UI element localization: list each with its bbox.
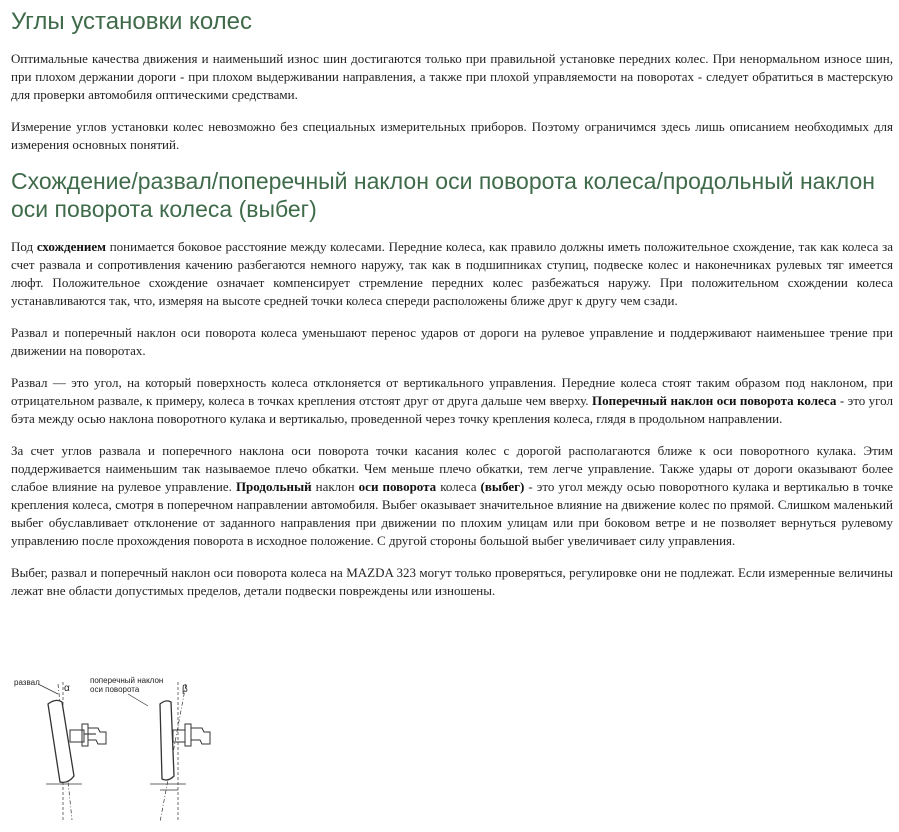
camber-kpi-paragraph: Развал и поперечный наклон оси поворота колеса уменьшают перенос ударов от дороги на рулевое управление и поддерживают наименьшее трение при движении на поворотах.: [11, 325, 893, 358]
camber-label: развал: [14, 678, 40, 687]
text-run: За счет углов развала и поперечного наклона оси поворота точки касания колес с дорогой располагаются ближе к оси поворотного кулака. Этим поддерживается наименьшим так называемое плечо обкатки. Чем меньше плечо обкатки, тем легче управление. Также удары от дороги оказывают более слабое влияние на рулевое управление.: [11, 443, 893, 494]
diagram-drawing: [10, 672, 220, 832]
kpi-label-leader: [128, 694, 148, 706]
term-longitudinal: Продольный: [235, 479, 312, 494]
text-run: - это угол между осью поворотного кулака и вертикалью в точке крепления колеса, смотря в поперечном направлении автомобиля. Выбег оказывает значительное влияние на движение колес по прямой. Слишком маленький выбег обуславливает отклонение от заданного направления при движении по плохим улицам или при боковом ветре и не позволяет вернуться рулевому управлению после прохождения поворота в исходное положение. С другой стороны большой выбег увеличивает силу управления.: [11, 479, 894, 548]
mazda-paragraph: Выбег, развал и поперечный наклон оси поворота колеса на MAZDA 323 могут только проверяться, регулировке они не подлежат. Если измеренные величины лежат вне области допустимых пределов, детали подвески повреждены или изношены.: [11, 565, 893, 598]
text-run: колеса: [436, 479, 481, 494]
kpi-suspension-arm: [191, 728, 210, 744]
term-axis: оси поворота: [358, 479, 437, 494]
kpi-label-line1: поперечный наклон: [90, 676, 164, 685]
camber-definition-paragraph: [11, 374, 893, 428]
wheel-alignment-diagram: [10, 672, 220, 832]
kpi-hub: [173, 730, 185, 742]
text-run: - это угол бэта между осью наклона поворотного кулака и вертикалью, проведенной через точку крепления колеса, глядя в продольном направлении.: [11, 393, 893, 426]
camber-suspension-arm: [88, 728, 106, 744]
camber-label-leader: [38, 684, 58, 694]
text-run: Под: [11, 239, 37, 254]
caster-paragraph: [11, 442, 893, 550]
camber-bracket: [82, 724, 88, 746]
section-heading: Схождение/развал/поперечный наклон оси поворота колеса/продольный наклон оси поворота колеса (выбег): [11, 168, 875, 222]
text-run: понимается боковое расстояние между колесами. Передние колеса, как правило должны иметь положительное схождение, так как колеса за счет развала и сопротивления качению разбегаются немного наружу, так как в подшипниках ступиц, подвеске колес и наконечниках рулевых тяг имеется люфт. Положительное схождение означает компенсирует стремление передних колес разбежаться наружу. При положительном схождении колеса устанавливаются так, что, измеряя на высоте средней точки колеса спереди расположены ближе друг к другу чем сзади.: [11, 239, 893, 308]
intro-paragraph-2: Измерение углов установки колес невозможно без специальных измерительных приборов. Поэтому ограничимся здесь лишь описанием необходимых для измерения основных понятий.: [11, 119, 893, 152]
text-run: Развал — это угол, на который поверхность колеса отклоняется от вертикального управления. Передние колеса стоят таким образом под наклоном, при отрицательном развале, к примеру, колеса в точках крепления отстоят друг от друга дальше чем вверху.: [11, 375, 893, 408]
kpi-wheel: [160, 701, 174, 780]
term-caster: (выбег): [480, 479, 525, 494]
kpi-label-line2: оси поворота: [90, 685, 140, 694]
text-run: наклон: [311, 479, 359, 494]
term-kpi: Поперечный наклон оси поворота колеса: [592, 393, 837, 408]
term-toe: схождением: [36, 239, 106, 254]
article: [11, 0, 893, 600]
page-title: Углы установки колес: [11, 8, 252, 35]
kpi-bracket: [185, 724, 191, 746]
beta-symbol: β: [182, 684, 188, 695]
toe-paragraph: [11, 238, 893, 310]
alpha-symbol: α: [64, 683, 70, 694]
intro-paragraph-1: Оптимальные качества движения и наименьший износ шин достигаются только при правильной установке передних колес. При ненормальном износе шин, при плохом держании дороги - при плохом выдерживании направления, а также при плохой управляемости на поворотах - следует обратиться в мастерскую для проверки автомобиля оптическими средствами.: [11, 51, 893, 102]
